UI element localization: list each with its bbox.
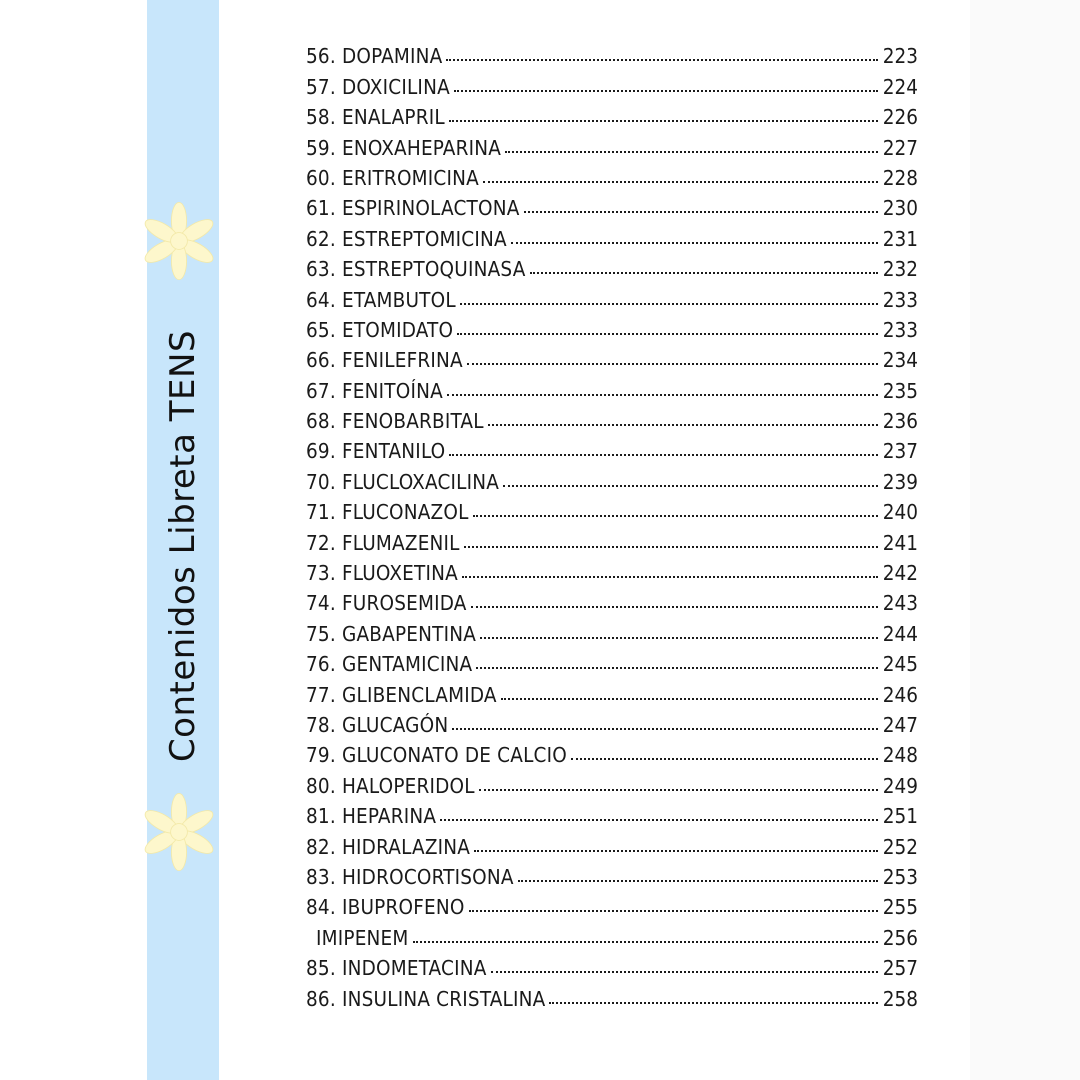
toc-entry-page-number: 245 (882, 652, 918, 677)
toc-entry[interactable] (306, 463, 918, 493)
toc-entry[interactable] (306, 68, 918, 98)
table-of-contents (306, 38, 918, 1011)
toc-dot-leader (571, 758, 878, 760)
toc-dot-leader (518, 880, 878, 882)
toc-entry-label: 69. FENTANILO (306, 439, 446, 464)
toc-entry[interactable] (306, 767, 918, 797)
toc-entry-page-number: 244 (882, 621, 918, 646)
toc-entry-page-number: 247 (882, 712, 918, 737)
toc-entry[interactable] (306, 160, 918, 190)
toc-dot-leader (447, 394, 878, 396)
toc-dot-leader (449, 120, 878, 122)
toc-entry-label: 80. HALOPERIDOL (306, 773, 475, 798)
toc-dot-leader (467, 363, 878, 365)
toc-dot-leader (449, 454, 878, 456)
toc-entry-page-number: 233 (882, 317, 918, 342)
toc-dot-leader (480, 637, 878, 639)
toc-entry-page-number: 246 (882, 682, 918, 707)
toc-dot-leader (474, 850, 878, 852)
toc-entry[interactable] (306, 190, 918, 220)
toc-dot-leader (524, 211, 878, 213)
toc-dot-leader (464, 546, 878, 548)
toc-entry[interactable] (306, 403, 918, 433)
toc-entry[interactable] (306, 646, 918, 676)
toc-entry[interactable] (306, 889, 918, 919)
toc-entry-label: 85. INDOMETACINA (306, 956, 487, 981)
toc-entry-page-number: 226 (882, 105, 918, 130)
toc-dot-leader (491, 971, 878, 973)
toc-dot-leader (483, 181, 878, 183)
toc-entry-page-number: 253 (882, 864, 918, 889)
toc-entry-label: 83. HIDROCORTISONA (306, 864, 514, 889)
toc-entry[interactable] (306, 99, 918, 129)
toc-entry-label: 65. ETOMIDATO (306, 317, 454, 342)
toc-entry-label: 61. ESPIRINOLACTONA (306, 196, 520, 221)
toc-entry[interactable] (306, 372, 918, 402)
toc-entry[interactable] (306, 281, 918, 311)
toc-entry-page-number: 227 (882, 135, 918, 160)
toc-dot-leader (469, 910, 878, 912)
toc-entry-label: 57. DOXICILINA (306, 74, 450, 99)
toc-entry[interactable] (306, 707, 918, 737)
sidebar-title: Contenidos Libreta TENS (163, 329, 203, 763)
toc-entry-page-number: 256 (882, 925, 918, 950)
toc-entry-page-number: 251 (882, 804, 918, 829)
toc-entry[interactable] (306, 859, 918, 889)
toc-entry[interactable] (306, 342, 918, 372)
toc-entry-page-number: 234 (882, 348, 918, 373)
toc-entry[interactable] (306, 220, 918, 250)
toc-entry-page-number: 235 (882, 378, 918, 403)
toc-dot-leader (511, 242, 878, 244)
toc-entry-page-number: 257 (882, 956, 918, 981)
toc-entry-page-number: 248 (882, 743, 918, 768)
toc-entry[interactable] (306, 798, 918, 828)
toc-dot-leader (454, 90, 878, 92)
toc-entry-page-number: 249 (882, 773, 918, 798)
toc-dot-leader (413, 941, 878, 943)
toc-dot-leader (503, 485, 878, 487)
toc-entry[interactable] (306, 585, 918, 615)
toc-entry-label: IMIPENEM (316, 925, 409, 950)
toc-entry[interactable] (306, 524, 918, 554)
toc-entry-page-number: 223 (882, 44, 918, 69)
toc-dot-leader (460, 303, 878, 305)
toc-dot-leader (473, 515, 878, 517)
toc-entry-page-number: 255 (882, 895, 918, 920)
toc-entry-page-number: 233 (882, 287, 918, 312)
toc-entry-label: 72. FLUMAZENIL (306, 530, 460, 555)
toc-entry-label: 56. DOPAMINA (306, 44, 443, 69)
toc-entry-page-number: 239 (882, 469, 918, 494)
toc-entry-page-number: 237 (882, 439, 918, 464)
toc-entry-page-number: 228 (882, 165, 918, 190)
toc-dot-leader (462, 576, 878, 578)
toc-entry[interactable] (306, 980, 918, 1010)
toc-entry-label: 75. GABAPENTINA (306, 621, 477, 646)
toc-entry-label: 68. FENOBARBITAL (306, 409, 484, 434)
toc-entry-page-number: 252 (882, 834, 918, 859)
toc-dot-leader (505, 151, 878, 153)
toc-dot-leader (549, 1002, 878, 1004)
toc-entry-label: 81. HEPARINA (306, 804, 437, 829)
toc-entry-page-number: 243 (882, 591, 918, 616)
toc-dot-leader (501, 698, 878, 700)
toc-entry-page-number: 242 (882, 561, 918, 586)
toc-entry[interactable] (306, 828, 918, 858)
toc-dot-leader (440, 819, 878, 821)
toc-entry[interactable] (306, 251, 918, 281)
toc-entry-page-number: 258 (882, 986, 918, 1011)
toc-entry-label: 73. FLUOXETINA (306, 561, 458, 586)
toc-entry-label: 78. GLUCAGÓN (306, 712, 449, 737)
toc-dot-leader (446, 59, 878, 61)
toc-entry-label: 76. GENTAMICINA (306, 652, 473, 677)
toc-entry[interactable] (306, 950, 918, 980)
toc-entry[interactable] (306, 555, 918, 585)
toc-dot-leader (479, 789, 878, 791)
toc-entry-page-number: 241 (882, 530, 918, 555)
toc-entry[interactable] (306, 919, 918, 949)
toc-entry-page-number: 236 (882, 409, 918, 434)
toc-entry[interactable] (306, 433, 918, 463)
toc-dot-leader (488, 424, 878, 426)
toc-entry-label: 60. ERITROMICINA (306, 165, 479, 190)
flower-icon (137, 790, 221, 874)
toc-entry-label: 64. ETAMBUTOL (306, 287, 456, 312)
toc-entry-label: 77. GLIBENCLAMIDA (306, 682, 497, 707)
toc-entry-label: 84. IBUPROFENO (306, 895, 465, 920)
toc-entry-page-number: 232 (882, 257, 918, 282)
toc-entry-label: 59. ENOXAHEPARINA (306, 135, 502, 160)
toc-entry-page-number: 224 (882, 74, 918, 99)
toc-entry[interactable] (306, 312, 918, 342)
toc-entry-page-number: 240 (882, 500, 918, 525)
toc-entry-label: 86. INSULINA CRISTALINA (306, 986, 546, 1011)
toc-entry[interactable] (306, 676, 918, 706)
page-edge-shade (970, 0, 1080, 1080)
toc-entry[interactable] (306, 737, 918, 767)
toc-entry-label: 62. ESTREPTOMICINA (306, 226, 507, 251)
toc-entry-label: 58. ENALAPRIL (306, 105, 445, 130)
toc-entry-label: 66. FENILEFRINA (306, 348, 463, 373)
toc-entry-label: 71. FLUCONAZOL (306, 500, 469, 525)
toc-dot-leader (530, 272, 878, 274)
toc-entry[interactable] (306, 129, 918, 159)
toc-entry[interactable] (306, 38, 918, 68)
toc-dot-leader (471, 606, 878, 608)
toc-entry-page-number: 231 (882, 226, 918, 251)
toc-entry[interactable] (306, 494, 918, 524)
toc-entry-label: 74. FUROSEMIDA (306, 591, 467, 616)
toc-entry-label: 82. HIDRALAZINA (306, 834, 471, 859)
toc-entry[interactable] (306, 615, 918, 645)
toc-entry-label: 67. FENITOÍNA (306, 378, 443, 403)
toc-entry-label: 70. FLUCLOXACILINA (306, 469, 500, 494)
flower-icon (137, 199, 221, 283)
toc-entry-label: 63. ESTREPTOQUINASA (306, 257, 526, 282)
toc-dot-leader (457, 333, 878, 335)
toc-entry-label: 79. GLUCONATO DE CALCIO (306, 743, 567, 768)
toc-entry-page-number: 230 (882, 196, 918, 221)
toc-dot-leader (476, 667, 878, 669)
toc-dot-leader (452, 728, 878, 730)
